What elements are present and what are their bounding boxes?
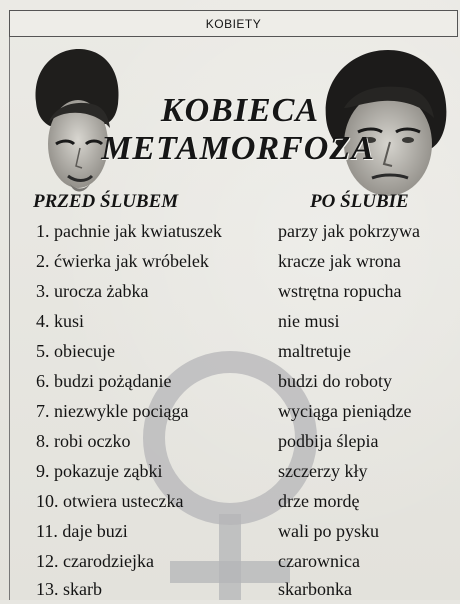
list-item	[0, 336, 460, 366]
before-text: 9. pokazuje ząbki	[36, 461, 163, 481]
before-text: 3. urocza żabka	[36, 281, 149, 301]
list-item	[0, 216, 460, 246]
before-text: 11. daje buzi	[36, 521, 128, 541]
list-item	[0, 456, 460, 486]
before-text: 6. budzi pożądanie	[36, 371, 172, 391]
after-text: wstrętna ropucha	[278, 281, 402, 301]
title-line-2: METAMORFOZA	[101, 130, 375, 167]
before-text: 13. skarb	[36, 579, 102, 599]
list-item	[0, 396, 460, 426]
before-text: 12. czarodziejka	[36, 551, 154, 571]
section-label: KOBIETY	[205, 16, 262, 31]
after-text: kracze jak wrona	[278, 251, 401, 271]
before-text: 7. niezwykle pociąga	[36, 401, 189, 421]
after-text: budzi do roboty	[278, 371, 392, 391]
after-text: wyciąga pieniądze	[278, 401, 412, 421]
list-item	[0, 486, 460, 516]
after-text: wali po pysku	[278, 521, 379, 541]
after-text: czarownica	[278, 551, 360, 571]
title-line-1: KOBIECA	[160, 92, 320, 129]
list-item	[0, 276, 460, 306]
before-text: 8. robi oczko	[36, 431, 131, 451]
after-text: szczerzy kły	[278, 461, 368, 481]
before-text: 1. pachnie jak kwiatuszek	[36, 221, 222, 241]
column-header-before: PRZED ŚLUBEM	[33, 191, 179, 212]
after-text: podbija ślepia	[278, 431, 379, 451]
column-header-after: PO ŚLUBIE	[310, 191, 409, 212]
list-item	[0, 366, 460, 396]
after-text: maltretuje	[278, 341, 351, 361]
after-text: nie musi	[278, 311, 340, 331]
after-text: drze mordę	[278, 491, 360, 511]
list-item	[0, 246, 460, 276]
list-item	[0, 516, 460, 546]
before-text: 4. kusi	[36, 311, 85, 331]
list-item	[0, 306, 460, 336]
list-item	[0, 426, 460, 456]
list-item	[0, 546, 460, 576]
before-text: 10. otwiera usteczka	[36, 491, 184, 511]
before-text: 2. ćwierka jak wróbelek	[36, 251, 209, 271]
before-text: 5. obiecuje	[36, 341, 115, 361]
after-text: skarbonka	[278, 579, 352, 599]
after-text: parzy jak pokrzywa	[278, 221, 420, 241]
